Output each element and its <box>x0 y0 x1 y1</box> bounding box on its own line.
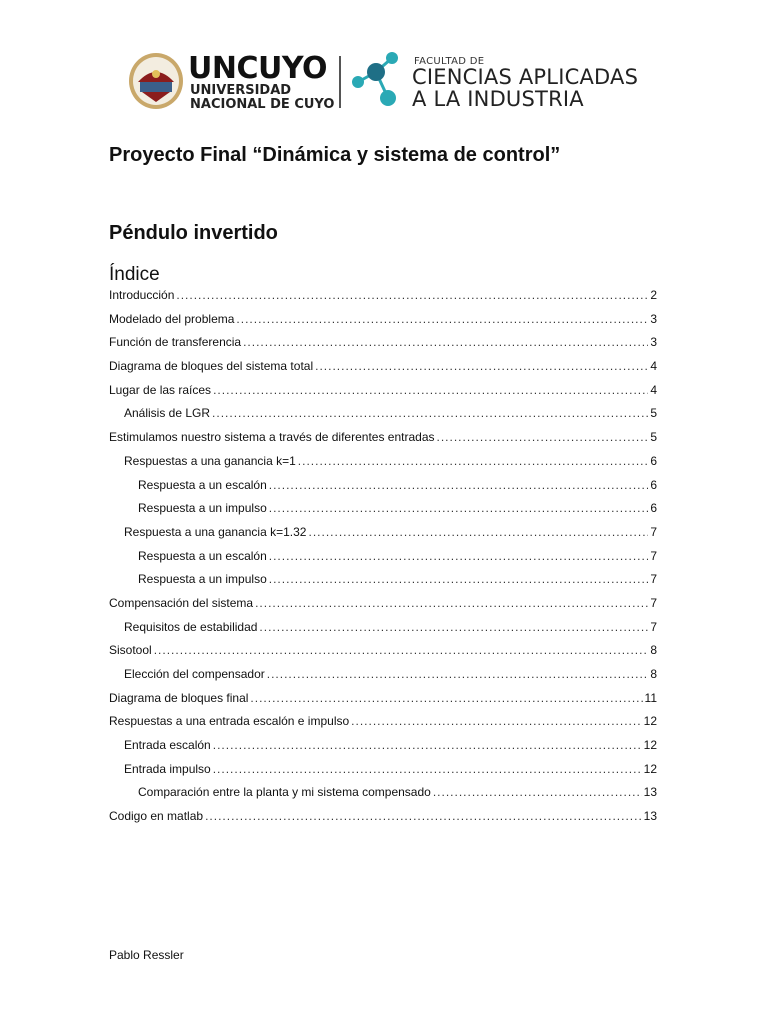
toc-entry-page: 6 <box>650 477 657 492</box>
toc-leader-dots <box>267 667 649 681</box>
toc-entry-label: Entrada impulso <box>124 761 211 776</box>
toc-entry-label: Estimulamos nuestro sistema a través de diferentes entradas <box>109 430 435 445</box>
toc-entry-page: 5 <box>650 406 657 421</box>
toc-entry-page: 7 <box>650 572 657 587</box>
toc-leader-dots <box>212 406 648 420</box>
toc-entry-label: Codigo en matlab <box>109 809 204 824</box>
toc-entry[interactable] <box>109 785 657 809</box>
toc-entry[interactable] <box>109 335 657 359</box>
toc-entry-label: Respuestas a una entrada escalón e impulso <box>109 714 350 729</box>
toc-entry[interactable] <box>109 714 657 738</box>
toc-entry-label: Respuesta a un escalón <box>138 477 267 492</box>
toc-leader-dots <box>255 596 648 610</box>
toc-entry-label: Respuesta a un impulso <box>138 501 267 516</box>
toc-entry-label: Respuesta a una ganancia k=1.32 <box>124 524 307 539</box>
toc-entry[interactable] <box>109 383 657 407</box>
footer-author: Pablo Ressler <box>109 948 184 962</box>
toc-entry-page: 12 <box>643 738 657 753</box>
toc-entry-page: 13 <box>643 785 657 800</box>
toc-entry-label: Entrada escalón <box>124 738 211 753</box>
faculty-line-2: A LA INDUSTRIA <box>412 87 584 111</box>
toc-entry[interactable] <box>109 620 657 644</box>
toc-entry-label: Comparación entre la planta y mi sistema compensado <box>138 785 431 800</box>
toc-entry[interactable] <box>109 288 657 312</box>
university-seal-icon <box>128 52 184 110</box>
toc-leader-dots <box>315 359 648 373</box>
toc-leader-dots <box>269 572 649 586</box>
toc-leader-dots <box>250 691 642 705</box>
toc-entry-page: 2 <box>650 288 657 302</box>
toc-entry-label: Lugar de las raíces <box>109 382 212 397</box>
toc-entry[interactable] <box>109 525 657 549</box>
toc-entry-page: 3 <box>650 335 657 350</box>
toc-entry-label: Diagrama de bloques del sistema total <box>109 359 314 374</box>
toc-leader-dots <box>259 620 648 634</box>
toc-entry-label: Respuesta a un impulso <box>138 572 267 587</box>
toc-leader-dots <box>437 430 649 444</box>
toc-leader-dots <box>351 714 641 728</box>
toc-leader-dots <box>236 312 648 326</box>
toc-entry-page: 7 <box>650 548 657 563</box>
toc-entry-label: Elección del compensador <box>124 667 265 681</box>
toc-leader-dots <box>176 288 648 302</box>
table-of-contents <box>109 288 657 833</box>
toc-entry-label: Diagrama de bloques final <box>109 690 249 705</box>
toc-entry[interactable] <box>109 738 657 762</box>
toc-entry[interactable] <box>109 809 657 833</box>
university-name: UNCUYO <box>188 51 328 86</box>
toc-entry-page: 4 <box>650 359 657 374</box>
toc-entry-page: 7 <box>650 595 657 610</box>
toc-entry-page: 8 <box>650 667 657 681</box>
toc-entry[interactable] <box>109 596 657 620</box>
toc-leader-dots <box>213 762 642 776</box>
toc-leader-dots <box>308 525 648 539</box>
toc-leader-dots <box>205 809 642 823</box>
university-line-1: UNIVERSIDAD <box>190 83 292 98</box>
toc-leader-dots <box>269 501 649 515</box>
header-logos <box>126 50 656 116</box>
toc-leader-dots <box>243 335 648 349</box>
logo-divider <box>339 56 341 108</box>
toc-entry-label: Compensación del sistema <box>109 595 254 610</box>
toc-entry-page: 13 <box>643 809 657 824</box>
faculty-prefix: FACULTAD DE <box>414 56 485 67</box>
toc-entry[interactable] <box>109 572 657 596</box>
toc-entry-page: 8 <box>650 643 657 658</box>
toc-entry[interactable] <box>109 691 657 715</box>
toc-entry-label: Respuesta a un escalón <box>138 548 267 563</box>
toc-entry[interactable] <box>109 312 657 336</box>
toc-entry-label: Modelado del problema <box>109 311 235 326</box>
toc-entry[interactable] <box>109 667 657 691</box>
toc-leader-dots <box>213 738 642 752</box>
toc-entry-page: 7 <box>650 524 657 539</box>
toc-entry-label: Análisis de LGR <box>124 406 211 421</box>
toc-entry[interactable] <box>109 549 657 573</box>
toc-leader-dots <box>154 643 649 657</box>
toc-entry-label: Sisotool <box>109 643 152 658</box>
toc-entry-label: Requisitos de estabilidad <box>124 619 258 634</box>
toc-entry-page: 7 <box>650 619 657 634</box>
toc-leader-dots <box>433 785 642 799</box>
university-line-2: NACIONAL DE CUYO <box>190 97 335 112</box>
toc-entry-page: 6 <box>650 453 657 468</box>
toc-entry-page: 12 <box>643 761 657 776</box>
toc-entry[interactable] <box>109 454 657 478</box>
toc-leader-dots <box>298 454 649 468</box>
toc-entry-label: Respuestas a una ganancia k=1 <box>124 453 296 468</box>
molecule-icon <box>348 50 404 114</box>
toc-heading: Índice <box>109 264 160 285</box>
document-title: Proyecto Final “Dinámica y sistema de control” <box>109 144 561 166</box>
toc-entry-label: Introducción <box>109 288 175 302</box>
faculty-line-1: CIENCIAS APLICADAS <box>412 65 639 89</box>
toc-entry-page: 4 <box>650 382 657 397</box>
toc-entry[interactable] <box>109 359 657 383</box>
toc-leader-dots <box>269 549 649 563</box>
toc-entry[interactable] <box>109 406 657 430</box>
toc-leader-dots <box>213 383 648 397</box>
document-subtitle: Péndulo invertido <box>109 222 278 244</box>
toc-entry-page: 11 <box>644 690 657 705</box>
toc-entry[interactable] <box>109 478 657 502</box>
toc-entry-label: Función de transferencia <box>109 335 242 350</box>
toc-entry-page: 3 <box>650 311 657 326</box>
toc-entry-page: 6 <box>650 501 657 516</box>
toc-entry[interactable] <box>109 501 657 525</box>
toc-entry[interactable] <box>109 430 657 454</box>
toc-entry[interactable] <box>109 643 657 667</box>
toc-entry[interactable] <box>109 762 657 786</box>
toc-entry-page: 5 <box>650 430 657 445</box>
toc-leader-dots <box>269 478 649 492</box>
toc-entry-page: 12 <box>643 714 657 729</box>
